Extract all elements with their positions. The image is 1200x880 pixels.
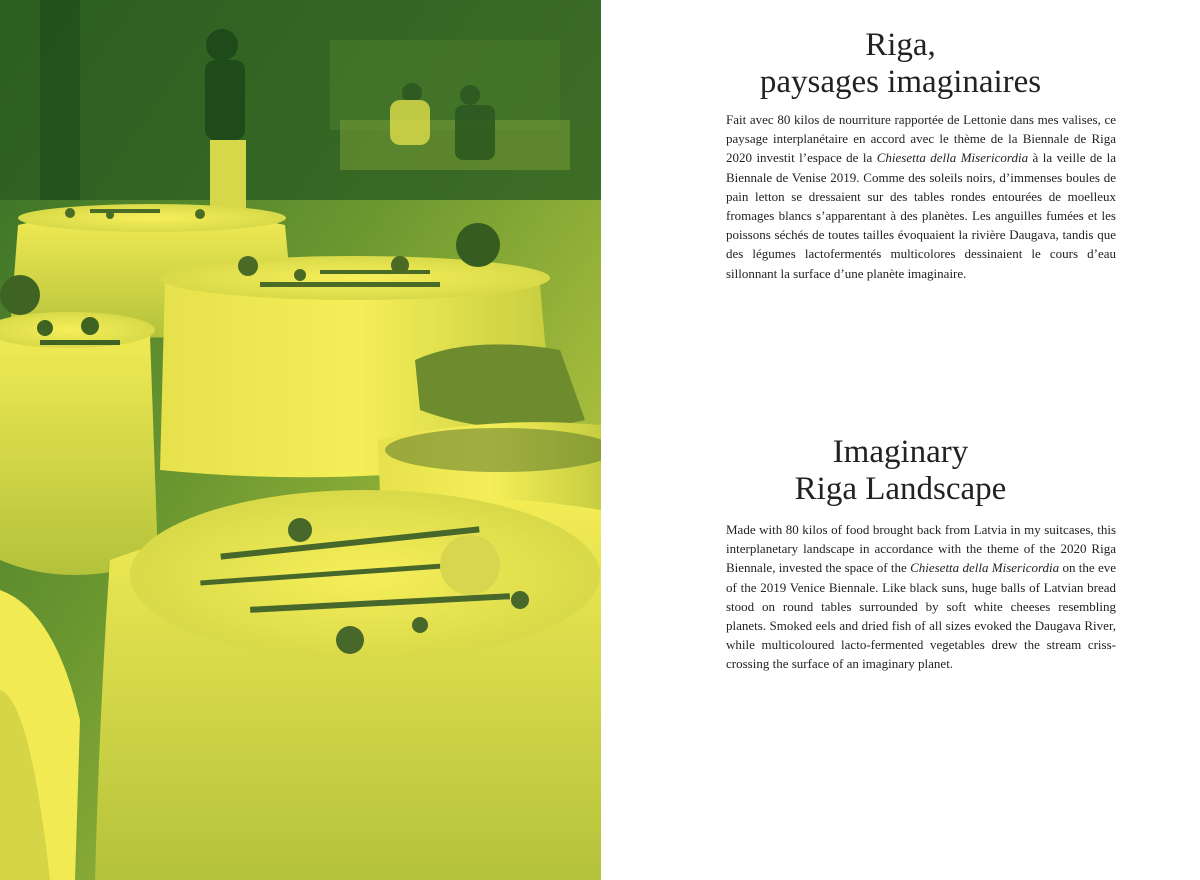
english-title-line1: Imaginary	[832, 434, 969, 470]
english-body-italic: Chiesetta della Misericordia	[910, 560, 1060, 576]
round-table	[0, 275, 158, 575]
french-title-line2: paysages imaginaires	[759, 64, 1042, 100]
french-title	[601, 27, 1200, 101]
english-body-text-start: Made with 80 kilos of food brought back from Latvia in my suitcases, this interplanetary landscape in accordance with the theme of the 2020 Riga Biennale, invested the space of the	[726, 522, 1116, 576]
french-title-line1: Riga,	[865, 27, 936, 63]
english-title	[601, 434, 1200, 508]
english-body	[726, 520, 1116, 674]
french-body-text-end: à la veille de la Biennale de Venise 2019. Comme des soleils noirs, d’immenses boules de pain letton se dressaient sur des tables rondes entourées de moelleux fromages blancs s’apparentant à des planètes. Les anguilles fumées et les poissons séchés de toutes tailles évoquaient la rivière Daugava, tandis que des légumes lactofermentés multicolores dessinaient le cours d’eau sillonnant la surface d’une planète imaginaire.	[726, 150, 1116, 281]
english-body-text-end: on the eve of the 2019 Venice Biennale. Like black suns, huge balls of Latvian bread stood on round tables surrounded by soft white cheeses resembling planets. Smoked eels and dried fish of all sizes evoked the Daugava River, while multicoloured lacto-fermented vegetables drew the stream criss-crossing the surface of an imaginary planet.	[726, 560, 1117, 672]
french-body-text-start: Fait avec 80 kilos de nourriture rapportée de Lettonie dans mes valises, ce paysage interplanétaire en accord avec le thème de la Biennale de Riga 2020 investit l’espace de la	[726, 112, 1116, 166]
french-body	[726, 110, 1116, 283]
english-title-line2: Riga Landscape	[794, 471, 1007, 507]
text-page	[601, 0, 1200, 880]
round-table	[95, 490, 601, 880]
french-body-italic: Chiesetta della Misericordia	[876, 150, 1029, 166]
